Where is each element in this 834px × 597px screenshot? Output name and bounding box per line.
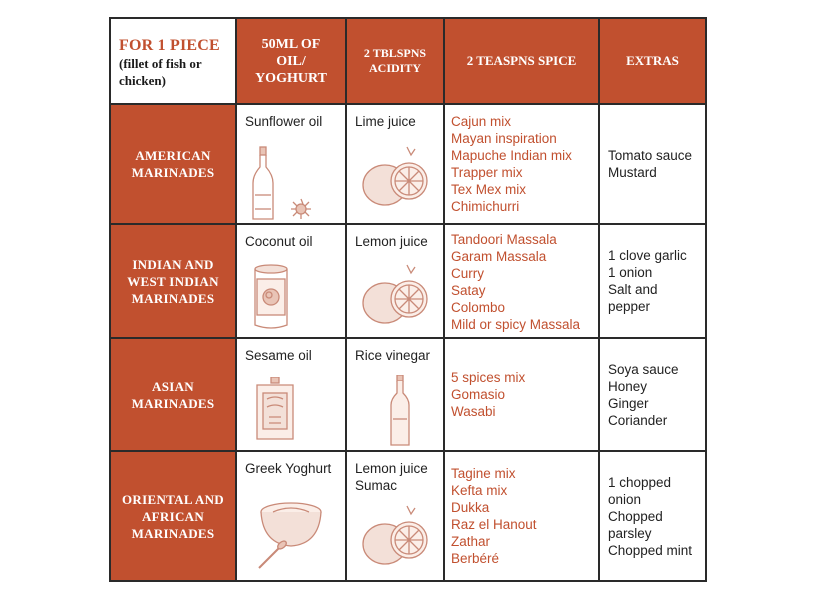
cell-asian-acidity: [347, 339, 443, 450]
grid-divider: [111, 450, 705, 452]
spice-item: Kefta mix: [451, 483, 508, 498]
extra-item: Honey: [608, 378, 648, 394]
extra-item: Salt and pepper: [608, 282, 658, 314]
spice-item: Gomasio: [451, 387, 506, 402]
sesame-oil-tin-icon: [253, 377, 297, 443]
row-header-indian: [111, 225, 235, 337]
extra-item: Ginger: [608, 395, 649, 411]
spice-item: Mapuche Indian mix: [451, 148, 572, 163]
row-header-american: [111, 105, 235, 223]
cell-asian-extras: [600, 339, 705, 450]
spice-item: Trapper mix: [451, 165, 523, 180]
cell-american-spices: [445, 105, 598, 223]
extra-item: 1 chopped onion: [608, 474, 672, 507]
corner-header: [111, 19, 235, 103]
spice-item: Berbéré: [451, 551, 500, 566]
cell-oriental-extras: [600, 452, 705, 580]
lime-icon: [359, 143, 431, 215]
cell-american-oil: [237, 105, 345, 223]
cell-indian-acidity: [347, 225, 443, 337]
spice-item: Mild or spicy Massala: [451, 317, 581, 332]
coconut-oil-jar-icon: [251, 263, 291, 331]
spice-item: Curry: [451, 266, 484, 281]
extra-item: Coriander: [608, 412, 668, 428]
extra-item: 1 onion: [608, 265, 653, 280]
extra-item: Chopped parsley: [608, 508, 663, 541]
grid-divider: [111, 223, 705, 225]
col-header-oil-label: 50ML OF OIL/ YOGHURT: [255, 36, 327, 86]
spice-item: Raz el Hanout: [451, 517, 537, 532]
oil-label: Coconut oil: [245, 234, 313, 249]
vinegar-bottle-icon: [389, 375, 411, 447]
row-header-american-label: AMERICAN MARINADES: [131, 148, 215, 180]
spice-item: Colombo: [451, 300, 506, 315]
cell-asian-oil: [237, 339, 345, 450]
cell-oriental-spices: [445, 452, 598, 580]
cell-american-extras: [600, 105, 705, 223]
spice-item: Satay: [451, 283, 486, 298]
col-header-spice: [445, 19, 598, 103]
col-header-extras-label: EXTRAS: [626, 53, 679, 68]
extra-item: Tomato sauce: [608, 148, 693, 163]
cell-indian-extras: [600, 225, 705, 337]
col-header-spice-label: 2 TEASPNS SPICE: [466, 53, 577, 68]
row-header-asian: [111, 339, 235, 450]
spice-item: Tagine mix: [451, 466, 516, 481]
acidity-label: Rice vinegar: [355, 348, 431, 363]
acidity-label: Lemon juice: [355, 234, 428, 249]
yoghurt-bowl-icon: [253, 498, 329, 572]
cell-oriental-acidity: [347, 452, 443, 580]
extra-item: Mustard: [608, 165, 657, 180]
col-header-oil: [237, 19, 345, 103]
col-header-acidity: [347, 19, 443, 103]
oil-label: Sunflower oil: [245, 114, 323, 129]
marinade-table: [109, 17, 707, 582]
spice-item: Tex Mex mix: [451, 182, 527, 197]
cell-indian-spices: [445, 225, 598, 337]
cell-indian-oil: [237, 225, 345, 337]
extra-item: Chopped mint: [608, 542, 693, 558]
corner-title: FOR 1 PIECE: [119, 37, 220, 54]
corner-subtitle: (fillet of fish or chicken): [119, 56, 202, 88]
spice-item: Dukka: [451, 500, 490, 515]
spice-item: Mayan inspiration: [451, 131, 557, 146]
lemon-icon: [359, 261, 431, 333]
oil-label: Greek Yoghurt: [245, 461, 332, 476]
grid-divider: [111, 337, 705, 339]
acidity-label: Lime juice: [355, 114, 416, 129]
col-header-acidity-label: 2 TBLSPNS ACIDITY: [363, 46, 427, 75]
cell-american-acidity: [347, 105, 443, 223]
acidity-label: Lemon juice Sumac: [355, 461, 428, 493]
row-header-oriental-label: ORIENTAL AND AFRICAN MARINADES: [122, 491, 224, 541]
extra-item: Soya sauce: [608, 361, 679, 377]
spice-item: Wasabi: [451, 404, 496, 419]
grid-divider: [111, 103, 705, 105]
spice-item: Zathar: [451, 534, 491, 549]
spice-item: Chimichurri: [451, 199, 520, 214]
spice-item: Tandoori Massala: [451, 232, 557, 247]
spice-item: Garam Massala: [451, 249, 547, 264]
cell-oriental-oil: [237, 452, 345, 580]
spice-item: Cajun mix: [451, 114, 512, 129]
spice-item: 5 spices mix: [451, 370, 526, 385]
oil-label: Sesame oil: [245, 348, 312, 363]
cell-asian-spices: [445, 339, 598, 450]
lemon-icon: [359, 502, 431, 574]
row-header-asian-label: ASIAN MARINADES: [131, 378, 215, 411]
extra-item: 1 clove garlic: [608, 248, 687, 263]
col-header-extras: [600, 19, 705, 103]
oil-bottle-sunflower-icon: [251, 145, 321, 223]
row-header-oriental: [111, 452, 235, 580]
row-header-indian-label: INDIAN AND WEST INDIAN MARINADES: [127, 256, 219, 306]
